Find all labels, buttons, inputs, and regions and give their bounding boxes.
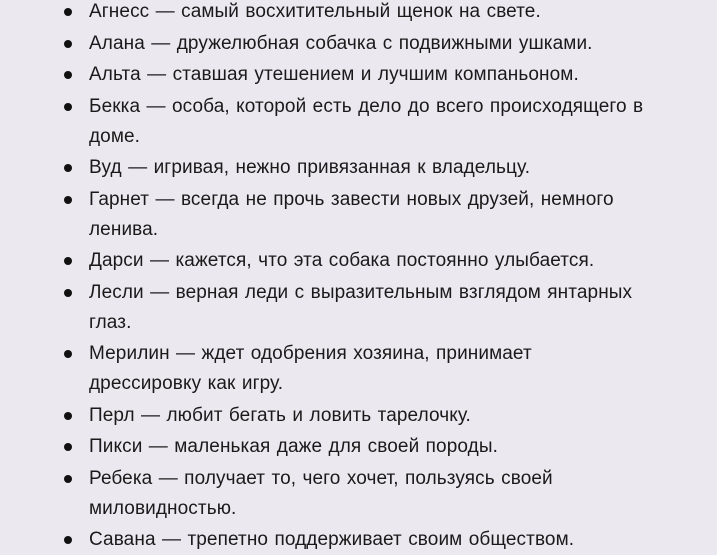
bullet-icon bbox=[64, 257, 72, 265]
list-item bbox=[0, 525, 717, 555]
list-item-text: Лесли — верная леди с выразительным взглядом янтарных глаз. bbox=[89, 281, 633, 333]
bullet-icon bbox=[64, 412, 72, 420]
bullet-icon bbox=[64, 350, 72, 358]
list-item bbox=[0, 92, 717, 152]
bullet-icon bbox=[64, 536, 72, 544]
list-item-text: Мерилин — ждет одобрения хозяина, принимает дрессировку как игру. bbox=[89, 343, 532, 394]
list-item bbox=[0, 339, 717, 399]
list-item-text: Гарнет — всегда не прочь завести новых друзей, немного ленива. bbox=[89, 188, 614, 240]
list-item bbox=[0, 185, 717, 245]
list-item-text: Пикси — маленькая даже для своей породы. bbox=[89, 436, 498, 457]
list-item bbox=[0, 60, 717, 90]
list-item-text: Вуд — игривая, нежно привязанная к владельцу. bbox=[89, 157, 531, 178]
list-item bbox=[0, 401, 717, 431]
list-item bbox=[0, 0, 717, 27]
bullet-icon bbox=[64, 443, 72, 451]
bullet-icon bbox=[64, 40, 72, 48]
list-item bbox=[0, 29, 717, 59]
list-item-text: Алана — дружелюбная собачка с подвижными ушками. bbox=[89, 32, 593, 54]
bullet-icon bbox=[64, 475, 72, 483]
list-item-text: Бекка — особа, которой есть дело до всего происходящего в доме. bbox=[89, 95, 644, 147]
list-item bbox=[0, 278, 717, 338]
list-item bbox=[0, 464, 717, 524]
list-item-text: Савана — трепетно поддерживает своим обществом. bbox=[89, 529, 575, 550]
list-item bbox=[0, 246, 717, 276]
list-item-text: Дарси — кажется, что эта собака постоянно улыбается. bbox=[89, 250, 595, 271]
bullet-icon bbox=[64, 164, 72, 172]
list-item-text: Перл — любит бегать и ловить тарелочку. bbox=[89, 404, 471, 426]
bullet-icon bbox=[64, 8, 72, 16]
bullet-icon bbox=[64, 196, 72, 204]
list-item-text: Ребека — получает то, чего хочет, пользуясь своей миловидностью. bbox=[89, 467, 553, 519]
bullet-icon bbox=[64, 71, 72, 79]
list-item bbox=[0, 432, 717, 462]
list-item-text: Агнесс — самый восхитительный щенок на свете. bbox=[89, 1, 541, 22]
bullet-icon bbox=[64, 289, 72, 297]
list-item bbox=[0, 153, 717, 183]
list-item-text: Альта — ставшая утешением и лучшим компаньоном. bbox=[89, 64, 579, 85]
bullet-icon bbox=[64, 103, 72, 111]
